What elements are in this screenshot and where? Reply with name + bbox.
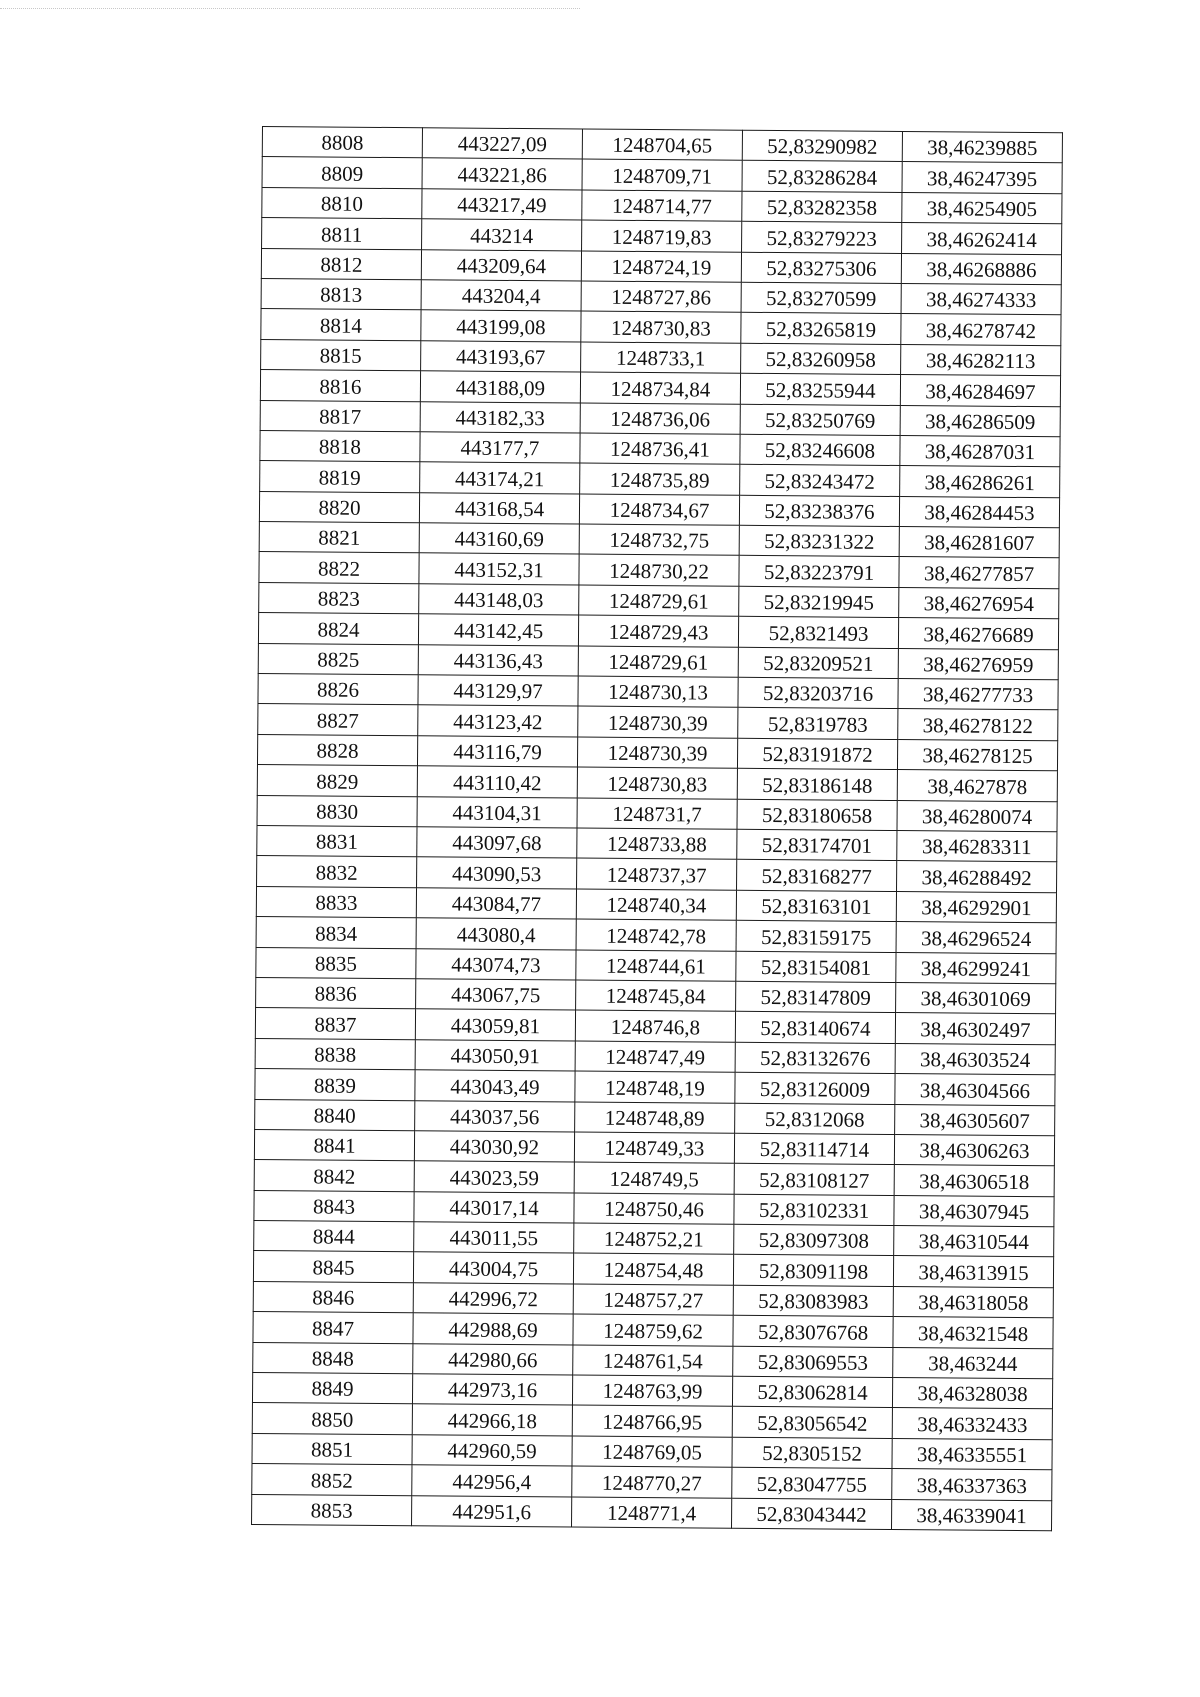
y-coordinate-cell: 1248746,8 (575, 1010, 735, 1042)
longitude-cell: 38,46278122 (898, 709, 1058, 741)
point-number-cell: 8853 (252, 1494, 412, 1526)
x-coordinate-cell: 443204,4 (421, 280, 581, 312)
y-coordinate-cell: 1248736,06 (580, 403, 740, 435)
y-coordinate-cell: 1248730,83 (581, 311, 741, 343)
point-number-cell: 8840 (255, 1099, 415, 1131)
latitude-cell: 52,83168277 (737, 860, 897, 892)
y-coordinate-cell: 1248761,54 (573, 1345, 733, 1377)
x-coordinate-cell: 443129,97 (418, 675, 578, 707)
y-coordinate-cell: 1248745,84 (576, 980, 736, 1012)
y-coordinate-cell: 1248730,39 (578, 706, 738, 738)
x-coordinate-cell: 443168,54 (419, 492, 579, 524)
point-number-cell: 8844 (254, 1221, 414, 1253)
y-coordinate-cell: 1248766,95 (572, 1405, 732, 1437)
x-coordinate-cell: 442996,72 (413, 1283, 573, 1315)
y-coordinate-cell: 1248714,77 (582, 190, 742, 222)
longitude-cell: 38,46321548 (893, 1317, 1053, 1349)
y-coordinate-cell: 1248750,46 (574, 1193, 734, 1225)
x-coordinate-cell: 443214 (422, 219, 582, 251)
x-coordinate-cell: 443142,45 (418, 614, 578, 646)
x-coordinate-cell: 443011,55 (414, 1222, 574, 1254)
x-coordinate-cell: 443017,14 (414, 1191, 574, 1223)
point-number-cell: 8833 (256, 886, 416, 918)
y-coordinate-cell: 1248733,1 (581, 342, 741, 374)
latitude-cell: 52,83159175 (736, 920, 896, 952)
longitude-cell: 38,46268886 (901, 253, 1061, 285)
x-coordinate-cell: 443123,42 (418, 705, 578, 737)
point-number-cell: 8832 (257, 856, 417, 888)
y-coordinate-cell: 1248748,89 (575, 1101, 735, 1133)
y-coordinate-cell: 1248730,13 (578, 676, 738, 708)
x-coordinate-cell: 443227,09 (422, 128, 582, 160)
longitude-cell: 38,46277857 (899, 557, 1059, 589)
x-coordinate-cell: 443116,79 (417, 736, 577, 768)
point-number-cell: 8837 (255, 1008, 415, 1040)
latitude-cell: 52,8321493 (738, 617, 898, 649)
x-coordinate-cell: 442973,16 (412, 1374, 572, 1406)
longitude-cell: 38,46286261 (900, 466, 1060, 498)
coordinates-table-body (252, 127, 1063, 1531)
point-number-cell: 8841 (254, 1129, 414, 1161)
x-coordinate-cell: 442988,69 (413, 1313, 573, 1345)
longitude-cell: 38,46306518 (894, 1165, 1054, 1197)
latitude-cell: 52,8305152 (732, 1437, 892, 1469)
latitude-cell: 52,83097308 (734, 1224, 894, 1256)
latitude-cell: 52,83069553 (733, 1346, 893, 1378)
y-coordinate-cell: 1248730,22 (579, 554, 739, 586)
x-coordinate-cell: 443059,81 (415, 1009, 575, 1041)
point-number-cell: 8820 (259, 491, 419, 523)
longitude-cell: 38,46277733 (898, 679, 1058, 711)
latitude-cell: 52,83265819 (741, 313, 901, 345)
longitude-cell: 38,46307945 (894, 1195, 1054, 1227)
point-number-cell: 8818 (260, 430, 420, 462)
y-coordinate-cell: 1248742,78 (576, 919, 736, 951)
x-coordinate-cell: 443037,56 (415, 1100, 575, 1132)
latitude-cell: 52,83186148 (737, 768, 897, 800)
y-coordinate-cell: 1248729,61 (579, 585, 739, 617)
longitude-cell: 38,46301069 (896, 982, 1056, 1014)
latitude-cell: 52,83056542 (732, 1407, 892, 1439)
longitude-cell: 38,463244 (893, 1347, 1053, 1379)
point-number-cell: 8830 (257, 795, 417, 827)
longitude-cell: 38,46276689 (898, 618, 1058, 650)
point-number-cell: 8827 (258, 704, 418, 736)
latitude-cell: 52,83243472 (740, 465, 900, 497)
longitude-cell: 38,46306263 (894, 1134, 1054, 1166)
y-coordinate-cell: 1248759,62 (573, 1314, 733, 1346)
longitude-cell: 38,46284453 (899, 496, 1059, 528)
y-coordinate-cell: 1248709,71 (582, 159, 742, 191)
x-coordinate-cell: 443221,86 (422, 158, 582, 190)
point-number-cell: 8849 (252, 1372, 412, 1404)
latitude-cell: 52,83132676 (735, 1042, 895, 1074)
coordinates-table (251, 126, 1063, 1531)
point-number-cell: 8852 (252, 1464, 412, 1496)
y-coordinate-cell: 1248737,37 (577, 858, 737, 890)
latitude-cell: 52,83154081 (736, 951, 896, 983)
x-coordinate-cell: 442980,66 (413, 1343, 573, 1375)
y-coordinate-cell: 1248747,49 (575, 1041, 735, 1073)
point-number-cell: 8842 (254, 1160, 414, 1192)
x-coordinate-cell: 442966,18 (412, 1404, 572, 1436)
longitude-cell: 38,46276959 (898, 648, 1058, 680)
x-coordinate-cell: 443193,67 (421, 340, 581, 372)
longitude-cell: 38,46337363 (892, 1469, 1052, 1501)
x-coordinate-cell: 443174,21 (420, 462, 580, 494)
point-number-cell: 8851 (252, 1433, 412, 1465)
longitude-cell: 38,46284697 (900, 375, 1060, 407)
latitude-cell: 52,83180658 (737, 799, 897, 831)
point-number-cell: 8808 (262, 127, 422, 159)
latitude-cell: 52,83174701 (737, 829, 897, 861)
y-coordinate-cell: 1248740,34 (576, 889, 736, 921)
longitude-cell: 38,46313915 (893, 1256, 1053, 1288)
y-coordinate-cell: 1248733,88 (577, 828, 737, 860)
longitude-cell: 38,46262414 (902, 223, 1062, 255)
x-coordinate-cell: 443152,31 (419, 553, 579, 585)
y-coordinate-cell: 1248763,99 (572, 1375, 732, 1407)
longitude-cell: 38,46310544 (894, 1226, 1054, 1258)
longitude-cell: 38,46335551 (892, 1438, 1052, 1470)
latitude-cell: 52,8312068 (735, 1103, 895, 1135)
y-coordinate-cell: 1248749,33 (574, 1132, 734, 1164)
y-coordinate-cell: 1248727,86 (581, 281, 741, 313)
x-coordinate-cell: 443090,53 (417, 857, 577, 889)
longitude-cell: 38,46287031 (900, 435, 1060, 467)
latitude-cell: 52,83140674 (735, 1012, 895, 1044)
latitude-cell: 52,83108127 (734, 1164, 894, 1196)
point-number-cell: 8814 (261, 309, 421, 341)
x-coordinate-cell: 443160,69 (419, 523, 579, 555)
point-number-cell: 8845 (253, 1251, 413, 1283)
longitude-cell: 38,46332433 (892, 1408, 1052, 1440)
longitude-cell: 38,46305607 (895, 1104, 1055, 1136)
y-coordinate-cell: 1248729,43 (578, 615, 738, 647)
longitude-cell: 38,46254905 (902, 192, 1062, 224)
longitude-cell: 38,46282113 (901, 344, 1061, 376)
y-coordinate-cell: 1248724,19 (581, 251, 741, 283)
longitude-cell: 38,46278125 (897, 739, 1057, 771)
point-number-cell: 8843 (254, 1190, 414, 1222)
point-number-cell: 8812 (261, 248, 421, 280)
y-coordinate-cell: 1248770,27 (572, 1466, 732, 1498)
latitude-cell: 52,83238376 (739, 495, 899, 527)
longitude-cell: 38,46286509 (900, 405, 1060, 437)
latitude-cell: 52,83047755 (732, 1467, 892, 1499)
y-coordinate-cell: 1248704,65 (582, 129, 742, 161)
latitude-cell: 52,83147809 (736, 981, 896, 1013)
latitude-cell: 52,83231322 (739, 525, 899, 557)
y-coordinate-cell: 1248754,48 (573, 1253, 733, 1285)
y-coordinate-cell: 1248749,5 (574, 1162, 734, 1194)
y-coordinate-cell: 1248729,61 (578, 646, 738, 678)
longitude-cell: 38,46318058 (893, 1286, 1053, 1318)
longitude-cell: 38,46339041 (891, 1499, 1051, 1531)
x-coordinate-cell: 443050,91 (415, 1039, 575, 1071)
x-coordinate-cell: 443084,77 (416, 888, 576, 920)
coordinates-table-container (251, 126, 1062, 1531)
x-coordinate-cell: 443217,49 (422, 189, 582, 221)
latitude-cell: 52,83083983 (733, 1285, 893, 1317)
latitude-cell: 52,83219945 (739, 586, 899, 618)
y-coordinate-cell: 1248769,05 (572, 1436, 732, 1468)
latitude-cell: 52,83203716 (738, 677, 898, 709)
longitude-cell: 38,46278742 (901, 314, 1061, 346)
point-number-cell: 8813 (261, 278, 421, 310)
point-number-cell: 8829 (257, 765, 417, 797)
latitude-cell: 52,83282358 (742, 191, 902, 223)
longitude-cell: 38,46299241 (896, 952, 1056, 984)
point-number-cell: 8810 (262, 187, 422, 219)
x-coordinate-cell: 443067,75 (416, 979, 576, 1011)
point-number-cell: 8817 (260, 400, 420, 432)
latitude-cell: 52,83246608 (740, 434, 900, 466)
latitude-cell: 52,83290982 (742, 130, 902, 162)
latitude-cell: 52,83076768 (733, 1315, 893, 1347)
longitude-cell: 38,46296524 (896, 922, 1056, 954)
latitude-cell: 52,83163101 (736, 890, 896, 922)
latitude-cell: 52,83223791 (739, 556, 899, 588)
x-coordinate-cell: 443188,09 (420, 371, 580, 403)
x-coordinate-cell: 443148,03 (419, 584, 579, 616)
point-number-cell: 8815 (261, 339, 421, 371)
longitude-cell: 38,46280074 (897, 800, 1057, 832)
x-coordinate-cell: 443182,33 (420, 401, 580, 433)
longitude-cell: 38,46303524 (895, 1043, 1055, 1075)
point-number-cell: 8821 (259, 522, 419, 554)
y-coordinate-cell: 1248744,61 (576, 950, 736, 982)
longitude-cell: 38,4627878 (897, 770, 1057, 802)
longitude-cell: 38,46281607 (899, 527, 1059, 559)
x-coordinate-cell: 443097,68 (417, 827, 577, 859)
x-coordinate-cell: 443074,73 (416, 948, 576, 980)
point-number-cell: 8819 (260, 461, 420, 493)
latitude-cell: 52,83191872 (737, 738, 897, 770)
latitude-cell: 52,83250769 (740, 404, 900, 436)
longitude-cell: 38,46328038 (892, 1378, 1052, 1410)
point-number-cell: 8811 (262, 218, 422, 250)
x-coordinate-cell: 442960,59 (412, 1435, 572, 1467)
point-number-cell: 8826 (258, 674, 418, 706)
x-coordinate-cell: 443136,43 (418, 644, 578, 676)
longitude-cell: 38,46274333 (901, 283, 1061, 315)
longitude-cell: 38,46247395 (902, 162, 1062, 194)
y-coordinate-cell: 1248757,27 (573, 1284, 733, 1316)
latitude-cell: 52,83255944 (740, 373, 900, 405)
y-coordinate-cell: 1248730,83 (577, 767, 737, 799)
point-number-cell: 8839 (255, 1069, 415, 1101)
point-number-cell: 8823 (259, 582, 419, 614)
point-number-cell: 8838 (255, 1038, 415, 1070)
scan-artifact-line (0, 8, 580, 12)
y-coordinate-cell: 1248771,4 (572, 1497, 732, 1529)
latitude-cell: 52,83102331 (734, 1194, 894, 1226)
table-row (252, 1494, 1052, 1531)
point-number-cell: 8824 (258, 613, 418, 645)
x-coordinate-cell: 443104,31 (417, 796, 577, 828)
latitude-cell: 52,83091198 (733, 1255, 893, 1287)
y-coordinate-cell: 1248735,89 (580, 463, 740, 495)
x-coordinate-cell: 443110,42 (417, 766, 577, 798)
point-number-cell: 8834 (256, 917, 416, 949)
longitude-cell: 38,46239885 (902, 132, 1062, 164)
latitude-cell: 52,83275306 (741, 252, 901, 284)
latitude-cell: 52,83286284 (742, 161, 902, 193)
longitude-cell: 38,46302497 (895, 1013, 1055, 1045)
latitude-cell: 52,83279223 (742, 221, 902, 253)
point-number-cell: 8828 (257, 734, 417, 766)
y-coordinate-cell: 1248748,19 (575, 1071, 735, 1103)
latitude-cell: 52,83126009 (735, 1072, 895, 1104)
longitude-cell: 38,46283311 (897, 830, 1057, 862)
x-coordinate-cell: 443030,92 (414, 1131, 574, 1163)
longitude-cell: 38,46288492 (897, 861, 1057, 893)
x-coordinate-cell: 443023,59 (414, 1161, 574, 1193)
latitude-cell: 52,83114714 (734, 1133, 894, 1165)
y-coordinate-cell: 1248730,39 (577, 737, 737, 769)
latitude-cell: 52,83260958 (741, 343, 901, 375)
y-coordinate-cell: 1248731,7 (577, 798, 737, 830)
point-number-cell: 8848 (253, 1342, 413, 1374)
x-coordinate-cell: 443080,4 (416, 918, 576, 950)
point-number-cell: 8836 (256, 977, 416, 1009)
x-coordinate-cell: 443209,64 (421, 249, 581, 281)
longitude-cell: 38,46304566 (895, 1074, 1055, 1106)
point-number-cell: 8835 (256, 947, 416, 979)
y-coordinate-cell: 1248752,21 (574, 1223, 734, 1255)
point-number-cell: 8822 (259, 552, 419, 584)
y-coordinate-cell: 1248719,83 (582, 220, 742, 252)
y-coordinate-cell: 1248732,75 (579, 524, 739, 556)
point-number-cell: 8825 (258, 643, 418, 675)
point-number-cell: 8809 (262, 157, 422, 189)
point-number-cell: 8847 (253, 1312, 413, 1344)
point-number-cell: 8846 (253, 1281, 413, 1313)
x-coordinate-cell: 443043,49 (415, 1070, 575, 1102)
x-coordinate-cell: 443177,7 (420, 432, 580, 464)
x-coordinate-cell: 443004,75 (413, 1252, 573, 1284)
point-number-cell: 8850 (252, 1403, 412, 1435)
y-coordinate-cell: 1248734,67 (579, 494, 739, 526)
x-coordinate-cell: 442951,6 (412, 1495, 572, 1527)
longitude-cell: 38,46292901 (896, 891, 1056, 923)
point-number-cell: 8816 (260, 370, 420, 402)
y-coordinate-cell: 1248736,41 (580, 433, 740, 465)
y-coordinate-cell: 1248734,84 (580, 372, 740, 404)
x-coordinate-cell: 442956,4 (412, 1465, 572, 1497)
latitude-cell: 52,83270599 (741, 282, 901, 314)
x-coordinate-cell: 443199,08 (421, 310, 581, 342)
point-number-cell: 8831 (257, 825, 417, 857)
latitude-cell: 52,83043442 (732, 1498, 892, 1530)
latitude-cell: 52,8319783 (738, 708, 898, 740)
latitude-cell: 52,83209521 (738, 647, 898, 679)
longitude-cell: 38,46276954 (899, 587, 1059, 619)
latitude-cell: 52,83062814 (732, 1376, 892, 1408)
